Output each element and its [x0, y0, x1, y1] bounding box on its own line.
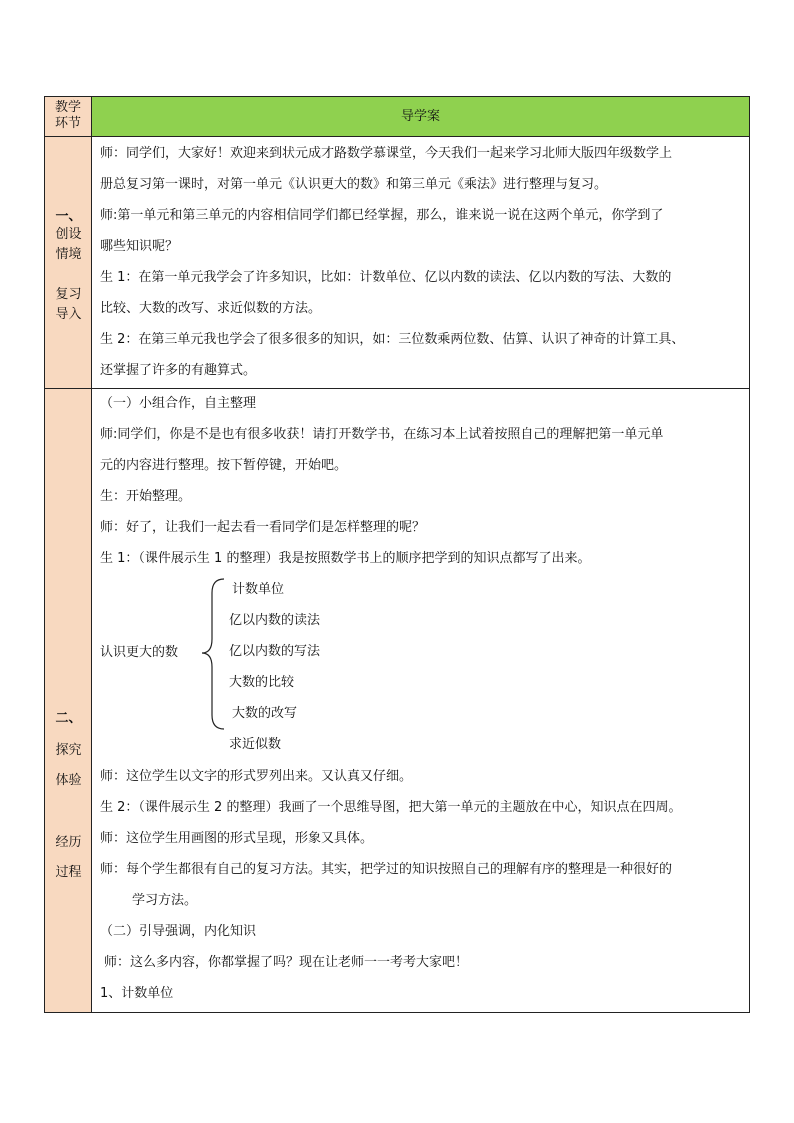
tree-item: 亿以内数的写法 [229, 644, 321, 659]
paragraph-line: 生 2：（课件展示生 2 的整理）我画了一个思维导图，把大第一单元的主题放在中心，知识点在四周。 [100, 800, 682, 815]
paragraph-line: 师：这位学生以文字的形式罗列出来。又认真又仔细。 [100, 769, 413, 784]
paragraph-line: 师:第一单元和第三单元的内容相信同学们都已经掌握，那么，谁来说一说在这两个单元，你学到了 [100, 208, 664, 223]
tree-item: 大数的比较 [229, 675, 295, 690]
tree-item: 亿以内数的读法 [229, 613, 321, 628]
section2-label-cell [45, 389, 92, 1012]
header-stage-cell [45, 97, 92, 137]
header-stage-line1: 教学 [54, 100, 81, 115]
subheading: （一）小组合作，自主整理 [100, 396, 257, 411]
paragraph-line: 册总复习第一课时，对第一单元《认识更大的数》和第三单元《乘法》进行整理与复习。 [100, 177, 608, 192]
section1-label-line: 复习 [55, 287, 82, 302]
paragraph-line: 生 1：（课件展示生 1 的整理）我是按照数学书上的顺序把学到的知识点都写了出来。 [100, 551, 591, 566]
paragraph-line: 学习方法。 [132, 893, 198, 908]
section1-label-number: 一、 [55, 209, 82, 224]
section2-label-line: 过程 [55, 865, 82, 880]
section2-label-line: 体验 [55, 773, 82, 788]
paragraph-line: 生：开始整理。 [100, 489, 192, 504]
header-stage-line2: 环节 [54, 116, 81, 131]
section1-content-cell [92, 137, 749, 389]
paragraph-line: 师:同学们，你是不是也有很多收获！请打开数学书，在练习本上试着按照自己的理解把第一单元单 [100, 427, 664, 442]
paragraph-line: 师：这么多内容，你都掌握了吗？现在让老师一一考考大家吧！ [104, 955, 469, 970]
section1-label-line: 导入 [55, 307, 82, 322]
paragraph-line: 师：好了，让我们一起去看一看同学们是怎样整理的呢？ [100, 520, 426, 535]
paragraph-line: 1、计数单位 [100, 986, 174, 1001]
section2-content-cell [92, 389, 749, 1012]
lesson-plan-table [44, 96, 750, 1013]
header-title-cell [92, 97, 749, 137]
section2-label-number: 二、 [55, 711, 82, 726]
paragraph-line: 生 2：在第三单元我也学会了很多很多的知识，如：三位数乘两位数、估算、认识了神奇的计算工具、 [100, 332, 685, 347]
paragraph-line: 师：这位学生用画图的形式呈现，形象又具体。 [100, 831, 374, 846]
section1-label-line: 情境 [55, 247, 82, 262]
tree-item: 大数的改写 [232, 706, 298, 721]
section2-label-line: 探究 [55, 743, 82, 758]
section2-label-line: 经历 [55, 835, 82, 850]
paragraph-line: 比较、大数的改写、求近似数的方法。 [100, 301, 322, 316]
section1-label-line: 创设 [55, 227, 82, 242]
tree-item: 求近似数 [229, 737, 282, 752]
tree-item: 计数单位 [232, 582, 285, 597]
paragraph-line: 还掌握了许多的有趣算式。 [100, 363, 257, 378]
tree-root-label: 认识更大的数 [100, 645, 179, 660]
subheading: （二）引导强调，内化知识 [100, 924, 257, 939]
paragraph-line: 哪些知识呢？ [100, 239, 179, 254]
paragraph-line: 生 1：在第一单元我学会了许多知识，比如：计数单位、亿以内数的读法、亿以内数的写法、大数的 [100, 270, 672, 285]
header-title: 导学案 [400, 109, 440, 124]
paragraph-line: 师：同学们，大家好！欢迎来到状元成才路数学慕课堂，今天我们一起来学习北师大版四年级数学上 [100, 146, 673, 161]
curly-brace-icon [198, 577, 228, 732]
section1-label-cell [45, 137, 92, 389]
paragraph-line: 元的内容进行整理。按下暂停键，开始吧。 [100, 458, 348, 473]
paragraph-line: 师：每个学生都很有自己的复习方法。其实，把学过的知识按照自己的理解有序的整理是一种很好的 [100, 862, 673, 877]
